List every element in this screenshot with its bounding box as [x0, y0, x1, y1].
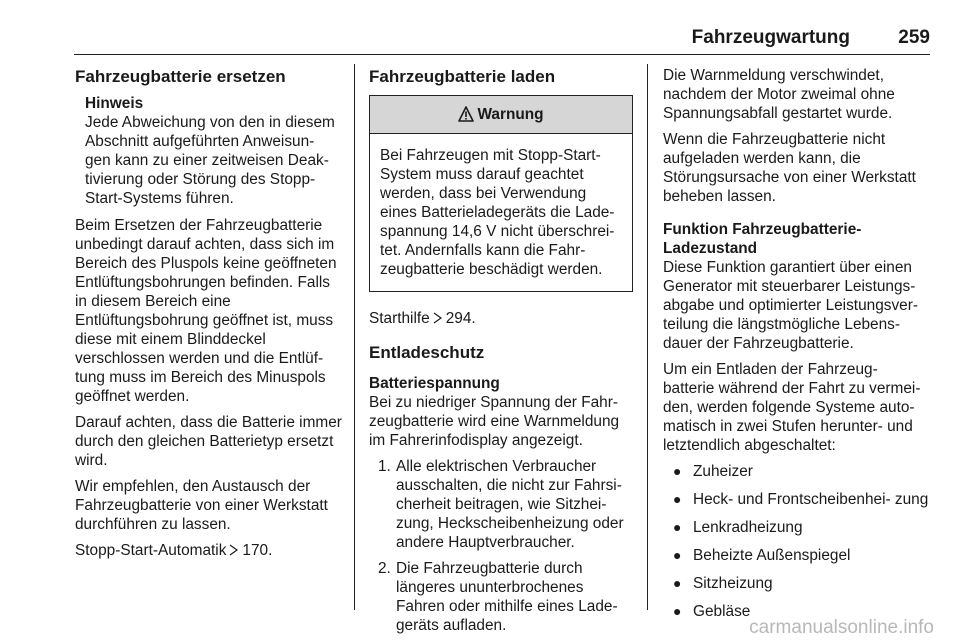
warning-title: Warnung: [477, 106, 544, 123]
paragraph: Diese Funktion garantiert über einen Generator mit steuerbarer Leistungs- abgabe und optimierter Leistungsver- teilung die längstmögliche Lebens- dauer der Fahrzeugbatterie.: [663, 259, 918, 352]
list-item: [663, 462, 931, 481]
list-item: [663, 574, 931, 593]
watermark: carmanualsonline.info: [749, 617, 934, 638]
paragraph: Bei zu niedriger Spannung der Fahr- zeugbatterie wird eine Warnmeldung im Fahrerinfodisplay angezeigt.: [369, 394, 620, 449]
column-2: [369, 66, 633, 642]
section-heading-battery-replace: Fahrzeugbatterie ersetzen: [75, 67, 286, 86]
warning-triangle-icon: [458, 106, 474, 122]
subheading-charge-state: Funktion Fahrzeugbatterie- Ladezustand: [663, 221, 862, 257]
paragraph: Wenn die Fahrzeugbatterie nicht aufgeladen werden kann, die Störungsursache von einer Werkstatt beheben lassen.: [663, 131, 916, 205]
step-list: [369, 457, 633, 635]
list-item: [369, 559, 633, 635]
column-3: [663, 66, 931, 630]
column-divider-1: [354, 64, 355, 610]
subheading-battery-voltage: Batteriespannung: [369, 375, 500, 392]
list-item: [663, 490, 931, 509]
step-number: 1.: [378, 458, 391, 475]
cross-reference[interactable]: [369, 309, 633, 328]
warning-header: [370, 96, 632, 134]
bullet-list: [663, 462, 931, 621]
page-reference-icon: [433, 312, 442, 324]
page-number: 259: [898, 27, 930, 48]
paragraph: Um ein Entladen der Fahrzeug- batterie während der Fahrt zu vermei- den, werden folgende Systeme auto- matisch in zwei Stufen herunter- und letztendlich abgeschaltet:: [663, 361, 921, 454]
bullet-text: Heck- und Frontscheibenhei- zung: [693, 491, 929, 508]
step-number: 2.: [378, 560, 391, 577]
list-item: [663, 546, 931, 565]
note-text: Jede Abweichung von den in diesem Abschnitt aufgeführten Anweisun- gen kann zu einer zeitweisen Deak- tivierung oder Störung des Stopp- Start-Systems führen.: [85, 114, 335, 207]
page-title: Fahrzeugwartung: [691, 27, 850, 48]
paragraph: Darauf achten, dass die Batterie immer durch den gleichen Batterietyp ersetzt wird.: [75, 414, 342, 469]
cross-reference-page: 294.: [445, 310, 476, 327]
bullet-icon: ●: [673, 547, 682, 563]
section-heading-discharge-protection: Entladeschutz: [369, 343, 485, 362]
warning-box: [369, 95, 633, 292]
note-title: Hinweis: [85, 95, 144, 112]
step-text: Die Fahrzeugbatterie durch längeres ununterbrochenes Fahren oder mithilfe eines Lade- geräts aufladen.: [396, 560, 618, 634]
cross-reference-page: 170.: [242, 542, 273, 559]
cross-reference-label: Stopp-Start-Automatik: [75, 542, 227, 559]
bullet-icon: ●: [673, 491, 682, 507]
note-box: [75, 94, 343, 208]
bullet-text: Lenkradheizung: [693, 519, 803, 536]
list-item: [369, 457, 633, 552]
bullet-icon: ●: [673, 519, 682, 535]
header-divider: [74, 54, 930, 55]
step-text: Alle elektrischen Verbraucher ausschalten, die nicht zur Fahrsi- cherheit beitragen, wie Sitzhei- zung, Heckscheibenheizung oder andere Hauptverbraucher.: [396, 458, 624, 551]
paragraph: Beim Ersetzen der Fahrzeugbatterie unbedingt darauf achten, dass sich im Bereich des Pluspols keine geöffneten Entlüftungsbohrungen befinden. Falls in diesem Bereich eine Entlüftungsbohrung geöffnet ist, muss diese mit einem Blinddeckel verschlossen werden und die Entlüf- tung muss im Bereich des Minuspols geöffnet werden.: [75, 217, 337, 405]
bullet-text: Gebläse: [693, 603, 751, 620]
bullet-icon: ●: [673, 463, 682, 479]
bullet-text: Zuheizer: [693, 463, 753, 480]
bullet-text: Sitzheizung: [693, 575, 773, 592]
cross-reference-label: Starthilfe: [369, 310, 430, 327]
page-reference-icon: [229, 544, 238, 556]
column-1: [75, 66, 343, 567]
section-heading-battery-charge: Fahrzeugbatterie laden: [369, 67, 556, 86]
paragraph: Wir empfehlen, den Austausch der Fahrzeugbatterie von einer Werkstatt durchführen zu lassen.: [75, 478, 328, 533]
warning-text: Bei Fahrzeugen mit Stopp-Start- System muss darauf geachtet werden, dass bei Verwendung eines Batterieladegeräts die Lade- spannung 14,6 V nicht überschrei- tet. Andernfalls kann die Fahr- zeugbatterie beschädigt werden.: [380, 147, 615, 278]
column-divider-2: [647, 64, 648, 610]
page-header: [0, 0, 960, 56]
paragraph: Die Warnmeldung verschwindet, nachdem der Motor zweimal ohne Spannungsabfall gestartet wurde.: [663, 67, 895, 122]
bullet-icon: ●: [673, 575, 682, 591]
bullet-text: Beheizte Außenspiegel: [693, 547, 851, 564]
list-item: [663, 518, 931, 537]
cross-reference[interactable]: [75, 541, 343, 560]
bullet-icon: ●: [673, 603, 682, 619]
